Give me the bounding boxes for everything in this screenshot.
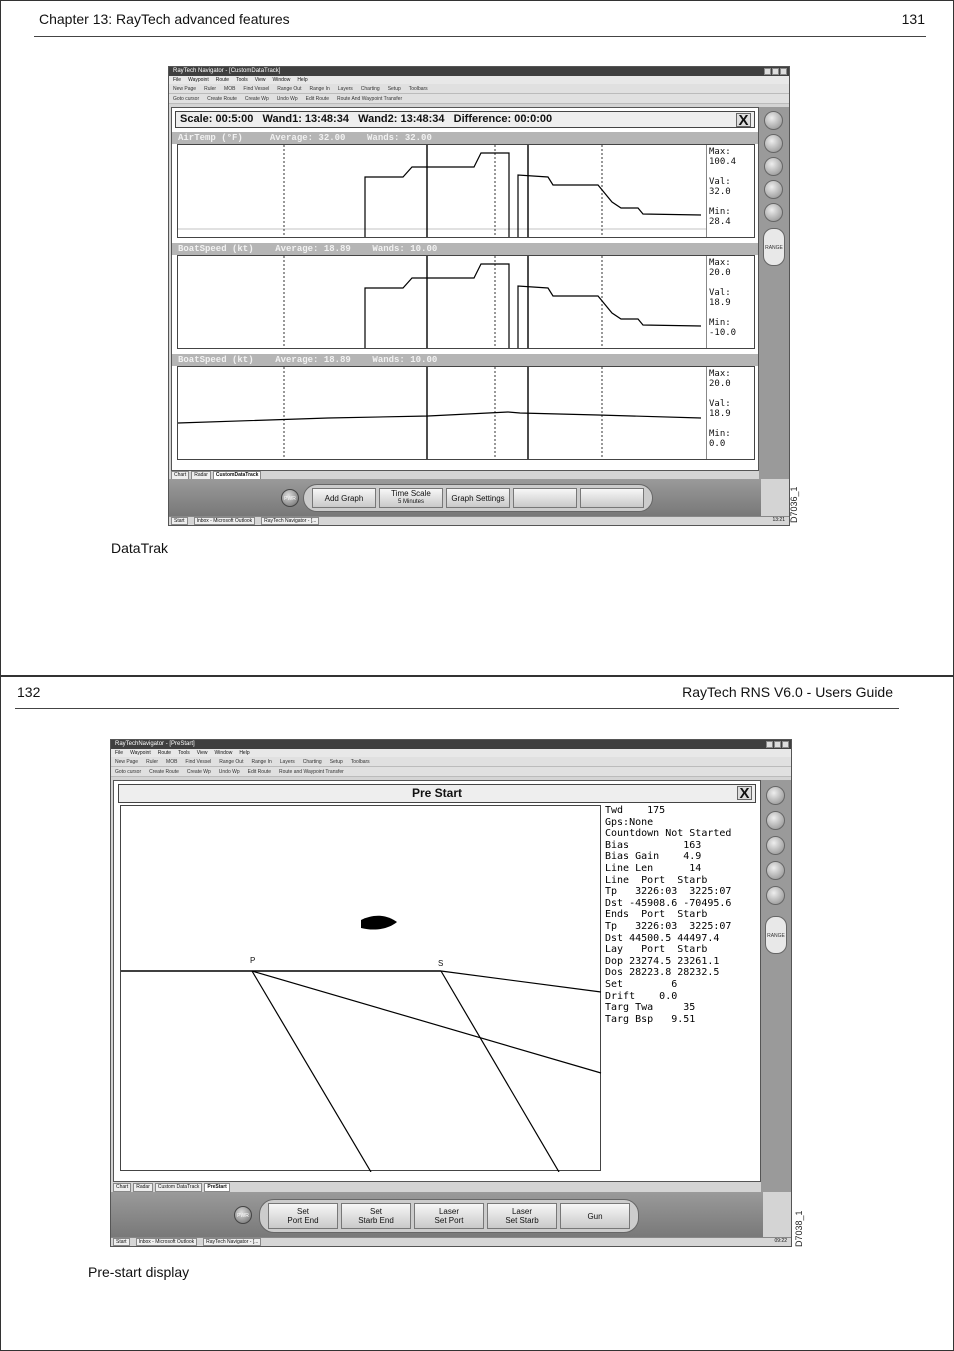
new-page-button[interactable]: New Page bbox=[173, 86, 197, 92]
range-control[interactable]: RANGE bbox=[765, 916, 787, 954]
range-out-button[interactable]: Range Out bbox=[277, 86, 302, 92]
taskbar-clock: 13:21 bbox=[772, 517, 785, 523]
boat-icon bbox=[361, 916, 397, 930]
softkey-group bbox=[303, 484, 653, 512]
prestart-info: Twd 175 Gps:None Countdown Not Started Bias 163 Bias Gain 4.9 Line Len 14 Line Port Starb Tp 3226:03 3225:07 Dst -45908.6 -70495.6 Ends Port Starb Tp 3226:03 3225:07 Dst 44500.5 44497.4 Lay Port Starb Dop 23274.5 23261.1 Dos 28223.8 28232.5 Set 6 Drift 0.0 Targ Twa 35 Targ Bsp 9.51 bbox=[605, 805, 732, 1025]
toolbars-button[interactable]: Toolbars bbox=[350, 759, 370, 765]
start-line-view[interactable] bbox=[120, 805, 601, 1171]
range-in-button[interactable]: Range In bbox=[251, 759, 272, 765]
taskbar-outlook[interactable]: Inbox - Microsoft Outlook bbox=[136, 1238, 198, 1246]
prestart-screenshot bbox=[110, 739, 792, 1247]
airtemp-graph[interactable] bbox=[177, 144, 755, 238]
find-vessel-button[interactable]: Find Vessel bbox=[185, 759, 212, 765]
figure-code: D7038_1 bbox=[794, 1210, 804, 1247]
datatrak-screenshot bbox=[168, 66, 790, 526]
menu-tools[interactable]: Tools bbox=[236, 77, 248, 83]
chapter-header: Chapter 13: RayTech advanced features bbox=[39, 11, 290, 27]
start-button[interactable]: Start bbox=[171, 517, 188, 525]
menu-window[interactable]: Window bbox=[214, 750, 233, 756]
laser-set-starb-button[interactable]: Laser Set Starb bbox=[487, 1203, 557, 1229]
taskbar-clock: 09:22 bbox=[774, 1238, 787, 1244]
start-line-plot bbox=[121, 806, 602, 1172]
soft-button-2[interactable] bbox=[764, 134, 783, 153]
taskbar-raytech[interactable]: RayTech Navigator - [... bbox=[203, 1238, 261, 1246]
menu-help[interactable]: Help bbox=[297, 77, 308, 83]
prestart-panel bbox=[113, 780, 761, 1182]
header-rule bbox=[34, 36, 926, 37]
tab-chart[interactable]: Chart bbox=[113, 1183, 131, 1192]
menu-waypoint[interactable]: Waypoint bbox=[188, 77, 209, 83]
soft-button-4[interactable] bbox=[764, 180, 783, 199]
menu-route[interactable]: Route bbox=[157, 750, 172, 756]
menu-view[interactable]: View bbox=[196, 750, 208, 756]
gun-button[interactable]: Gun bbox=[560, 1203, 630, 1229]
boatspeed-graph-1[interactable] bbox=[177, 255, 755, 349]
tab-custom-datatrack[interactable]: Custom DataTrack bbox=[155, 1183, 203, 1192]
edit-route-button[interactable]: Edit Route bbox=[305, 96, 329, 102]
setup-button[interactable]: Setup bbox=[329, 759, 343, 765]
close-icon[interactable]: X bbox=[736, 113, 751, 127]
boatspeed-stats-2: Max: 20.0 Val: 18.9 Min: 0.0 bbox=[706, 367, 754, 459]
ruler-button[interactable]: Ruler bbox=[146, 759, 159, 765]
menu-tools[interactable]: Tools bbox=[178, 750, 190, 756]
softkey-group bbox=[259, 1199, 639, 1233]
new-page-button[interactable]: New Page bbox=[115, 759, 139, 765]
toolbar-main bbox=[169, 84, 789, 94]
prestart-header: Pre Start X bbox=[118, 784, 756, 803]
start-button[interactable]: Start bbox=[113, 1238, 130, 1246]
menu-route[interactable]: Route bbox=[215, 77, 230, 83]
boatspeed-stats-1: Max: 20.0 Val: 18.9 Min: -10.0 bbox=[706, 256, 754, 348]
close-window-icon[interactable] bbox=[780, 68, 787, 75]
toolbars-button[interactable]: Toolbars bbox=[408, 86, 428, 92]
add-graph-button[interactable]: Add Graph bbox=[312, 488, 376, 508]
graph2-title-bar: BoatSpeed (kt) Average: 18.89 Wands: 10.00 bbox=[172, 243, 758, 255]
minimize-icon[interactable] bbox=[764, 68, 771, 75]
layers-button[interactable]: Layers bbox=[279, 759, 295, 765]
soft-button-4[interactable] bbox=[766, 861, 785, 880]
route-transfer-button[interactable]: Route and Waypoint Transfer bbox=[278, 769, 344, 775]
create-wp-button[interactable]: Create Wp bbox=[186, 769, 211, 775]
graph-settings-button[interactable]: Graph Settings bbox=[446, 488, 510, 508]
datatrak-panel bbox=[171, 107, 759, 471]
range-in-button[interactable]: Range In bbox=[309, 86, 330, 92]
toolbar-main bbox=[111, 757, 791, 767]
soft-button-3[interactable] bbox=[764, 157, 783, 176]
create-route-button[interactable]: Create Route bbox=[149, 769, 179, 775]
ruler-button[interactable]: Ruler bbox=[204, 86, 217, 92]
menu-window[interactable]: Window bbox=[272, 77, 291, 83]
route-transfer-button[interactable]: Route And Waypoint Transfer bbox=[336, 96, 403, 102]
goto-cursor-button[interactable]: Goto cursor bbox=[173, 96, 200, 102]
softkey-4-button[interactable] bbox=[513, 488, 577, 508]
range-control[interactable]: RANGE bbox=[763, 228, 785, 266]
boatspeed-graph-2[interactable] bbox=[177, 366, 755, 460]
window-title: RayTech Navigator - [CustomDataTrack] bbox=[169, 67, 789, 76]
pwr-button[interactable]: PWR bbox=[281, 489, 299, 507]
menu-file[interactable]: File bbox=[115, 750, 124, 756]
tab-chart[interactable]: Chart bbox=[171, 471, 189, 480]
layers-button[interactable]: Layers bbox=[337, 86, 353, 92]
soft-button-1[interactable] bbox=[764, 111, 783, 130]
taskbar-raytech[interactable]: RayTech Navigator - [... bbox=[261, 517, 319, 525]
soft-button-2[interactable] bbox=[766, 811, 785, 830]
figure-caption: Pre-start display bbox=[88, 1264, 190, 1280]
menu-view[interactable]: View bbox=[254, 77, 266, 83]
soft-button-5[interactable] bbox=[764, 203, 783, 222]
charting-button[interactable]: Charting bbox=[360, 86, 380, 92]
soft-button-3[interactable] bbox=[766, 836, 785, 855]
port-end-marker: P bbox=[250, 956, 256, 965]
softkey-bar bbox=[169, 479, 761, 517]
set-port-end-button[interactable]: Set Port End bbox=[268, 1203, 338, 1229]
taskbar bbox=[111, 1237, 791, 1246]
pwr-button[interactable]: PWR bbox=[234, 1206, 252, 1224]
side-button-panel bbox=[761, 780, 791, 1192]
toolbar-route bbox=[169, 94, 789, 104]
menu-bar bbox=[169, 76, 789, 84]
menu-help[interactable]: Help bbox=[239, 750, 250, 756]
window-title: RayTechNavigator - [PreStart] bbox=[111, 740, 791, 749]
page-tabs bbox=[113, 1183, 230, 1192]
tab-radar[interactable]: Radar bbox=[133, 1183, 153, 1192]
find-vessel-button[interactable]: Find Vessel bbox=[243, 86, 270, 92]
goto-cursor-button[interactable]: Goto cursor bbox=[115, 769, 142, 775]
set-starb-end-button[interactable]: Set Starb End bbox=[341, 1203, 411, 1229]
taskbar-outlook[interactable]: Inbox - Microsoft Outlook bbox=[194, 517, 256, 525]
maximize-icon[interactable] bbox=[772, 68, 779, 75]
menu-waypoint[interactable]: Waypoint bbox=[130, 750, 151, 756]
page-number: 132 bbox=[17, 684, 41, 700]
toolbar-route bbox=[111, 767, 791, 777]
airtemp-plot bbox=[178, 145, 708, 237]
undo-wp-button[interactable]: Undo Wp bbox=[276, 96, 298, 102]
softkey-5-button[interactable] bbox=[580, 488, 644, 508]
mob-button[interactable]: MOB bbox=[224, 86, 236, 92]
charting-button[interactable]: Charting bbox=[302, 759, 322, 765]
tab-prestart[interactable]: PreStart bbox=[204, 1183, 229, 1192]
boatspeed-plot-2 bbox=[178, 367, 708, 459]
tab-radar[interactable]: Radar bbox=[191, 471, 211, 480]
page-132 bbox=[0, 676, 954, 1351]
starb-end-marker: S bbox=[438, 959, 444, 968]
mob-button[interactable]: MOB bbox=[166, 759, 178, 765]
menu-file[interactable]: File bbox=[173, 77, 182, 83]
minimize-icon[interactable] bbox=[766, 741, 773, 748]
softkey-bar bbox=[111, 1192, 763, 1239]
scale-header: Scale: 00:5:00 Wand1: 13:48:34 Wand2: 13:48:34 Difference: 00:0:00 X bbox=[175, 111, 755, 128]
laser-set-port-button[interactable]: Laser Set Port bbox=[414, 1203, 484, 1229]
graph1-title-bar: AirTemp (°F) Average: 32.00 Wands: 32.00 bbox=[172, 132, 758, 144]
close-icon[interactable]: X bbox=[737, 786, 752, 800]
create-route-button[interactable]: Create Route bbox=[207, 96, 237, 102]
time-scale-button[interactable]: Time Scale 5 Minutes bbox=[379, 488, 443, 508]
graph3-title-bar: BoatSpeed (kt) Average: 18.89 Wands: 10.00 bbox=[172, 354, 758, 366]
guide-title-header: RayTech RNS V6.0 - Users Guide bbox=[682, 684, 893, 700]
side-button-panel bbox=[759, 107, 789, 479]
undo-wp-button[interactable]: Undo Wp bbox=[218, 769, 240, 775]
setup-button[interactable]: Setup bbox=[387, 86, 401, 92]
taskbar bbox=[169, 516, 789, 525]
tab-customdatatrack[interactable]: CustomDataTrack bbox=[213, 471, 262, 480]
range-out-button[interactable]: Range Out bbox=[219, 759, 244, 765]
edit-route-button[interactable]: Edit Route bbox=[247, 769, 271, 775]
create-wp-button[interactable]: Create Wp bbox=[244, 96, 269, 102]
soft-button-1[interactable] bbox=[766, 786, 785, 805]
soft-button-5[interactable] bbox=[766, 886, 785, 905]
figure-code: D7036_1 bbox=[789, 486, 799, 523]
close-window-icon[interactable] bbox=[782, 741, 789, 748]
boatspeed-plot-1 bbox=[178, 256, 708, 348]
header-rule bbox=[15, 708, 899, 709]
maximize-icon[interactable] bbox=[774, 741, 781, 748]
figure-caption: DataTrak bbox=[111, 540, 169, 556]
page-number: 131 bbox=[901, 11, 925, 27]
airtemp-stats: Max: 100.4 Val: 32.0 Min: 28.4 bbox=[706, 145, 754, 237]
menu-bar bbox=[111, 749, 791, 757]
